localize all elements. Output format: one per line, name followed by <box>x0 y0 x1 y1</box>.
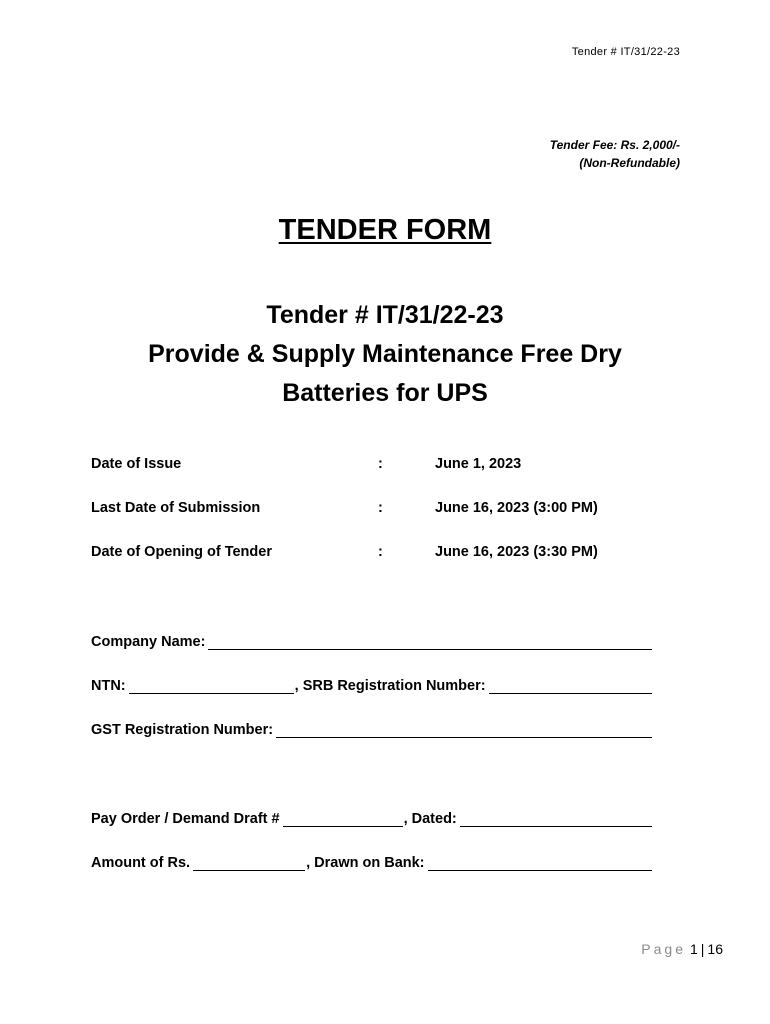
tender-fee-block <box>550 136 680 172</box>
date-value: June 16, 2023 (3:00 PM) <box>435 500 598 516</box>
tender-subject-line-1: Provide & Supply Maintenance Free Dry <box>148 340 622 368</box>
date-separator: : <box>378 500 383 516</box>
date-label: Date of Opening of Tender <box>91 544 272 560</box>
page-word: Page <box>641 941 686 957</box>
ntn-srb-row <box>91 672 653 694</box>
date-value: June 16, 2023 (3:30 PM) <box>435 544 598 560</box>
page-separator: | <box>700 941 705 957</box>
drawn-on-label: , Drawn on Bank: <box>306 855 425 871</box>
dated-label: , Dated: <box>403 811 457 827</box>
gst-row <box>91 716 653 738</box>
pay-order-blank[interactable] <box>283 810 403 827</box>
date-row-submission <box>91 500 691 544</box>
ntn-label: NTN: <box>91 678 126 694</box>
form-title: TENDER FORM <box>278 214 492 246</box>
tender-number: Tender # IT/31/22-23 <box>266 301 504 329</box>
company-name-label: Company Name: <box>91 634 206 650</box>
date-label: Last Date of Submission <box>91 500 261 516</box>
tender-fee-note: (Non-Refundable) <box>579 156 680 170</box>
date-row-issue <box>91 456 691 500</box>
header-tender-reference: Tender # IT/31/22-23 <box>571 46 680 58</box>
tender-subject-line-2: Batteries for UPS <box>282 379 488 407</box>
gst-label: GST Registration Number: <box>91 722 274 738</box>
tender-title-block <box>60 296 710 413</box>
date-separator: : <box>378 544 383 560</box>
date-label: Date of Issue <box>91 456 182 472</box>
page-number <box>641 941 723 957</box>
company-name-row <box>91 628 653 650</box>
tender-fee-amount: Tender Fee: Rs. 2,000/- <box>549 138 680 152</box>
pay-order-row <box>91 805 653 827</box>
date-value: June 1, 2023 <box>435 456 522 472</box>
pay-order-label: Pay Order / Demand Draft # <box>91 811 280 827</box>
amount-blank[interactable] <box>193 854 305 871</box>
date-separator: : <box>378 456 383 472</box>
page-total: 16 <box>707 941 723 957</box>
ntn-blank[interactable] <box>129 677 294 694</box>
page-current: 1 <box>689 941 698 957</box>
gst-blank[interactable] <box>276 721 652 738</box>
srb-blank[interactable] <box>489 677 652 694</box>
amount-label: Amount of Rs. <box>91 855 191 871</box>
date-row-opening <box>91 544 691 588</box>
company-name-blank[interactable] <box>208 633 652 650</box>
dates-table <box>91 456 691 588</box>
drawn-on-blank[interactable] <box>428 854 652 871</box>
dated-blank[interactable] <box>460 810 652 827</box>
srb-label: , SRB Registration Number: <box>294 678 486 694</box>
amount-row <box>91 849 653 871</box>
